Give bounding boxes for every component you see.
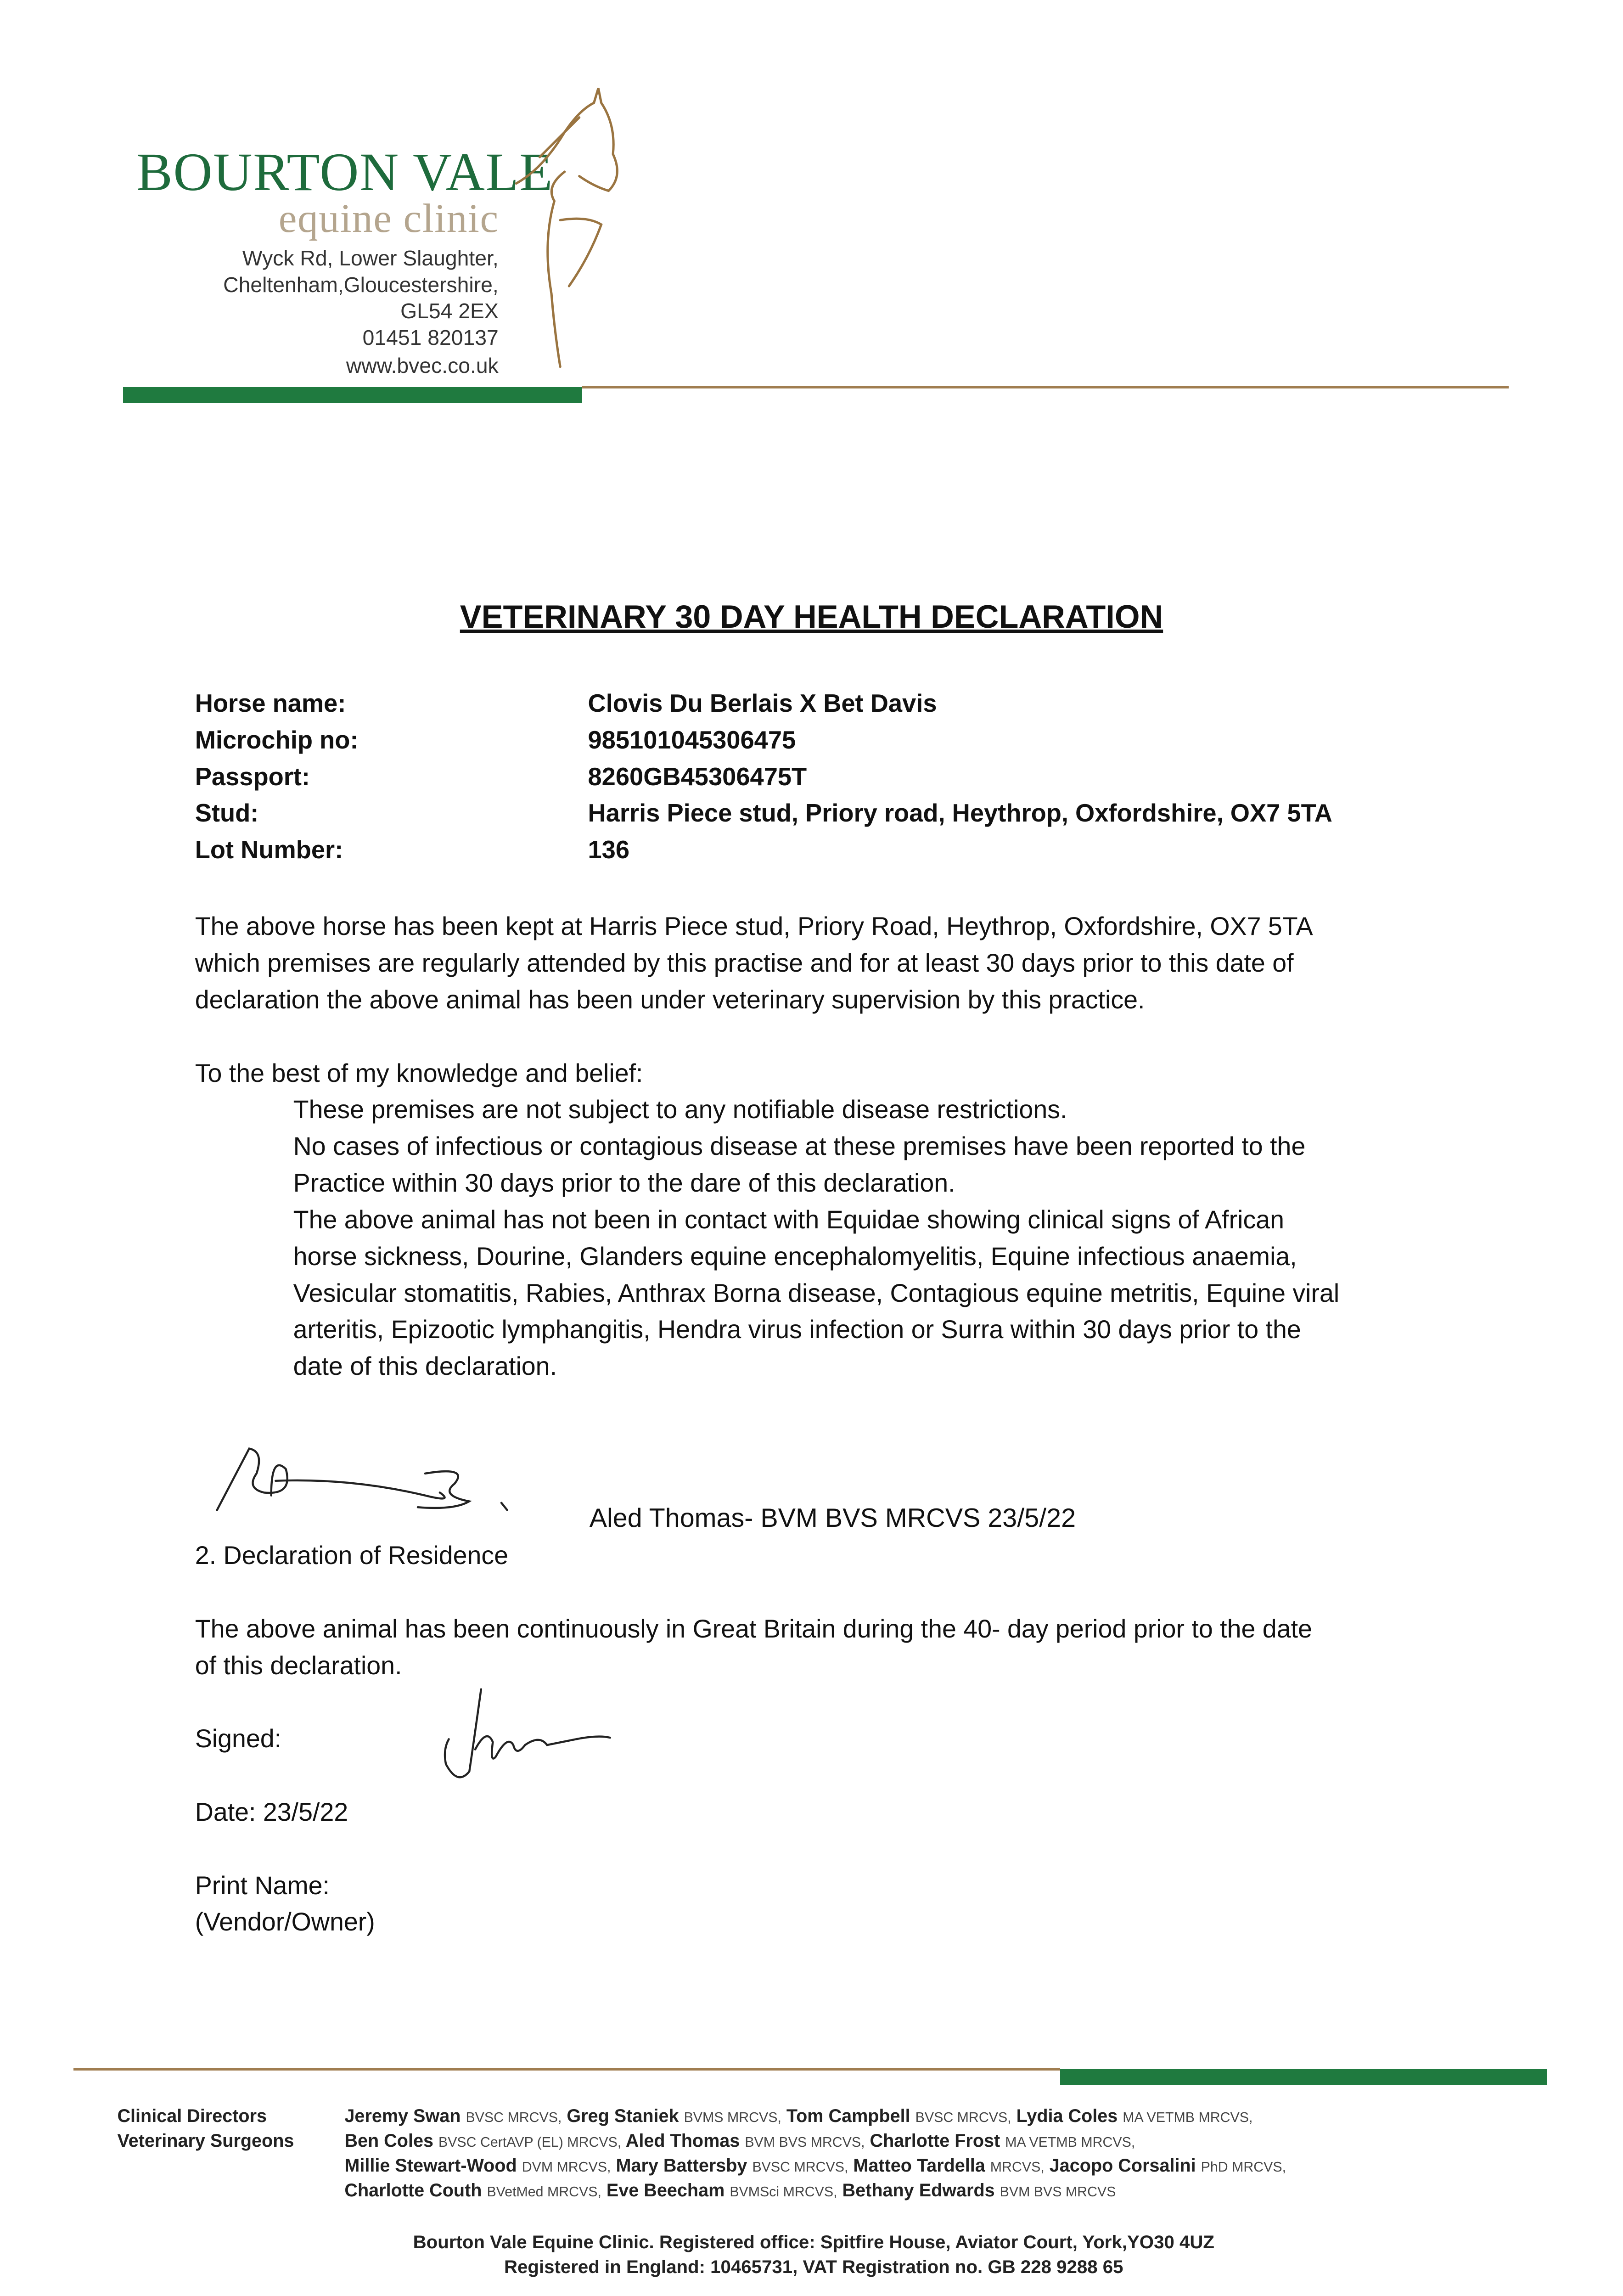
staff-credentials: BVSC MRCVS, [752,2160,848,2175]
staff-credentials: MA VETMB MRCVS, [1123,2110,1253,2125]
staff-name: Jeremy Swan [344,2105,461,2126]
staff-line [344,2155,1286,2177]
horse-logo-icon [513,81,623,374]
staff-credentials: BVetMed MRCVS, [487,2184,601,2200]
registered-office: Bourton Vale Equine Clinic. Registered office: Spitfire House, Aviator Court, York,YO30 4UZ [413,2232,1214,2253]
paragraph-line: which premises are regularly attended by this practise and for at least 30 days prior to this date of [195,949,1294,978]
date-label: Date: 23/5/22 [195,1797,348,1826]
belief-intro: To the best of my knowledge and belief: [195,1058,643,1087]
address-line: Wyck Rd, Lower Slaughter, [242,246,499,270]
microchip-value: 985101045306475 [588,726,796,754]
staff-line [344,2106,1252,2127]
staff-credentials: BVMSci MRCVS, [730,2184,837,2200]
vet-signature [205,1437,521,1525]
staff-line [344,2131,1135,2152]
staff-name: Tom Campbell [786,2105,910,2126]
vet-surgeons-label: Veterinary Surgeons [117,2130,294,2151]
staff-name: Eve Beecham [606,2180,725,2201]
lot-number-value: 136 [588,836,630,864]
staff-credentials: BVMS MRCVS, [684,2110,781,2125]
paragraph-line: declaration the above animal has been under veterinary supervision by this practice. [195,985,1145,1014]
belief-line: The above animal has not been in contact with Equidae showing clinical signs of African [293,1205,1285,1234]
belief-line: arteritis, Epizootic lymphangitis, Hendra virus infection or Surra within 30 days prior to the [293,1315,1301,1344]
staff-line [344,2180,1116,2201]
staff-credentials: MA VETMB MRCVS, [1005,2134,1135,2150]
staff-credentials: BVM BVS MRCVS [1000,2184,1116,2200]
belief-line: Vesicular stomatitis, Rabies, Anthrax Borna disease, Contagious equine metritis, Equine viral [293,1278,1340,1307]
vet-signoff: Aled Thomas- BVM BVS MRCVS 23/5/22 [589,1503,1076,1533]
footer-green-bar [1060,2069,1547,2085]
staff-name: Lydia Coles [1016,2105,1118,2126]
microchip-label: Microchip no: [195,726,359,754]
address-line: GL54 2EX [400,299,499,323]
stud-label: Stud: [195,799,259,827]
staff-credentials: PhD MRCVS, [1201,2160,1286,2175]
horse-name-label: Horse name: [195,689,346,717]
passport-label: Passport: [195,762,310,791]
print-name-label: Print Name: [195,1871,330,1900]
brand-subtitle: equine clinic [278,195,499,241]
staff-credentials: DVM MRCVS, [522,2160,611,2175]
signed-label: Signed: [195,1724,282,1753]
staff-name: Mary Battersby [616,2155,747,2176]
staff-name: Matteo Tardella [853,2155,985,2176]
brand-name: BOURTON VALE [136,141,554,202]
staff-name: Bethany Edwards [842,2180,995,2201]
staff-credentials: BVM BVS MRCVS, [745,2134,865,2150]
staff-name: Ben Coles [344,2130,433,2151]
header-divider [582,386,1509,388]
staff-credentials: MRCVS, [990,2160,1045,2175]
staff-credentials: BVSC MRCVS, [915,2110,1011,2125]
owner-signature [437,1683,620,1786]
header-green-bar [123,387,582,403]
staff-name: Millie Stewart-Wood [344,2155,517,2176]
belief-line: Practice within 30 days prior to the dare of this declaration. [293,1169,955,1198]
lot-number-label: Lot Number: [195,836,343,864]
belief-line: date of this declaration. [293,1352,557,1381]
address-line: Cheltenham,Gloucestershire, [223,272,499,297]
paragraph-line: The above animal has been continuously in Great Britain during the 40- day period prior to the date [195,1614,1312,1643]
staff-credentials: BVSC MRCVS, [466,2110,562,2125]
registration-numbers: Registered in England: 10465731, VAT Registration no. GB 228 9288 65 [504,2257,1123,2278]
section-2-title: 2. Declaration of Residence [195,1541,509,1570]
staff-name: Jacopo Corsalini [1049,2155,1196,2176]
staff-name: Greg Staniek [567,2105,679,2126]
staff-name: Charlotte Frost [870,2130,1000,2151]
passport-value: 8260GB45306475T [588,762,807,791]
staff-credentials: BVSC CertAVP (EL) MRCVS, [438,2134,622,2150]
paragraph-line: The above horse has been kept at Harris Piece stud, Priory Road, Heythrop, Oxfordshire, OX7 5TA [195,912,1313,941]
paragraph-line: of this declaration. [195,1651,402,1680]
staff-name: Charlotte Couth [344,2180,482,2201]
clinical-directors-label: Clinical Directors [117,2105,267,2126]
page-title: VETERINARY 30 DAY HEALTH DECLARATION [460,598,1163,635]
phone: 01451 820137 [362,325,499,349]
stud-value: Harris Piece stud, Priory road, Heythrop, Oxfordshire, OX7 5TA [588,799,1332,827]
website: www.bvec.co.uk [346,353,499,377]
horse-name-value: Clovis Du Berlais X Bet Davis [588,689,937,717]
belief-line: horse sickness, Dourine, Glanders equine encephalomyelitis, Equine infectious anaemia, [293,1242,1297,1271]
staff-name: Aled Thomas [625,2130,740,2151]
footer-divider [73,2068,1060,2071]
belief-line: These premises are not subject to any notifiable disease restrictions. [293,1095,1067,1124]
belief-line: No cases of infectious or contagious disease at these premises have been reported to the [293,1132,1306,1161]
vendor-owner-label: (Vendor/Owner) [195,1908,375,1936]
